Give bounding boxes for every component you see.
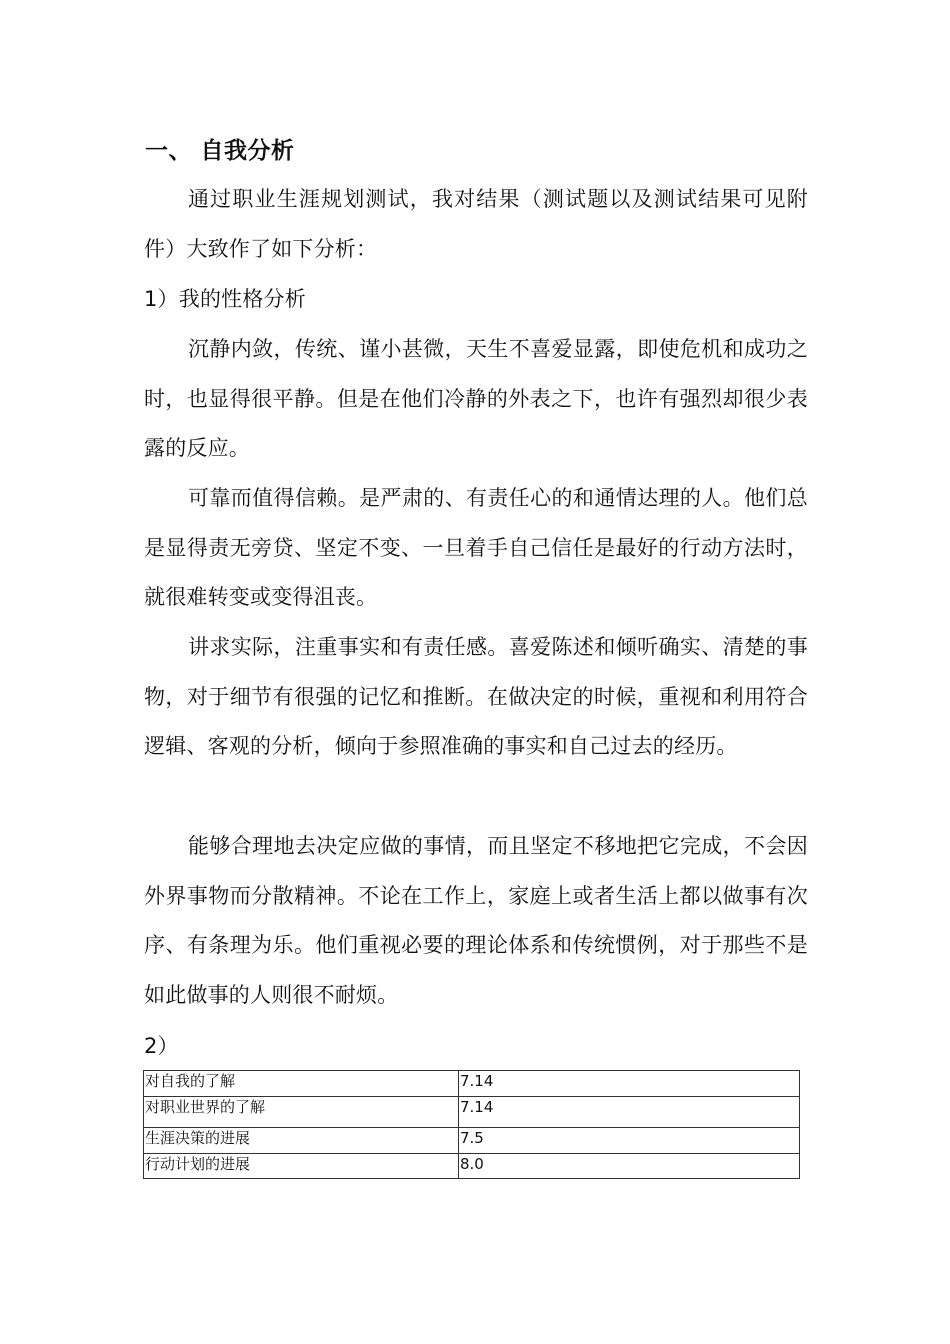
personality-paragraph-4 [144,822,808,1021]
intro-text: 通过职业生涯规划测试，我对结果（测试题以及测试结果可见附件）大致作了如下分析： [144,187,808,261]
subsection-title-text: 1）我的性格分析 [144,287,306,311]
row-label: 行动计划的进展 [144,1154,459,1179]
personality-paragraph-1 [144,325,808,474]
table-row [144,1097,800,1128]
paragraph-text: 能够合理地去决定应做的事情，而且坚定不移地把它完成，不会因外界事物而分散精神。不论在工作上，家庭上或者生活上都以做事有次序、有条理为乐。他们重视必要的理论体系和传统惯例，对于那些不是如此做事的人则很不耐烦。 [144,834,808,1008]
row-value: 7.14 [459,1071,800,1097]
personality-paragraph-2 [144,474,808,623]
subsection-title-personality [144,275,808,325]
row-label: 对自我的了解 [144,1071,459,1097]
row-value: 7.5 [459,1128,800,1154]
row-label: 生涯决策的进展 [144,1128,459,1154]
table-row [144,1071,800,1097]
paragraph-text: 沉静内敛，传统、谨小甚微，天生不喜爱显露，即使危机和成功之时，也显得很平静。但是在他们冷静的外表之下，也许有强烈却很少表露的反应。 [144,337,808,461]
intro-paragraph [144,175,808,274]
table-row [144,1128,800,1154]
scores-table [143,1070,800,1179]
section-heading: 一、 自我分析 [145,138,295,164]
subsection-title-text: 2） [144,1034,179,1058]
row-value: 8.0 [459,1154,800,1179]
row-label: 对职业世界的了解 [144,1097,459,1128]
row-value: 7.14 [459,1097,800,1128]
table-row [144,1154,800,1179]
paragraph-text: 讲求实际，注重事实和有责任感。喜爱陈述和倾听确实、清楚的事物，对于细节有很强的记忆和推断。在做决定的时候，重视和利用符合逻辑、客观的分析，倾向于参照准确的事实和自己过去的经历。 [144,635,808,759]
personality-paragraph-3 [144,623,808,772]
subsection-title-2 [144,1022,808,1072]
paragraph-text: 可靠而值得信赖。是严肃的、有责任心的和通情达理的人。他们总是显得责无旁贷、坚定不变、一旦着手自己信任是最好的行动方法时，就很难转变或变得沮丧。 [144,486,808,610]
